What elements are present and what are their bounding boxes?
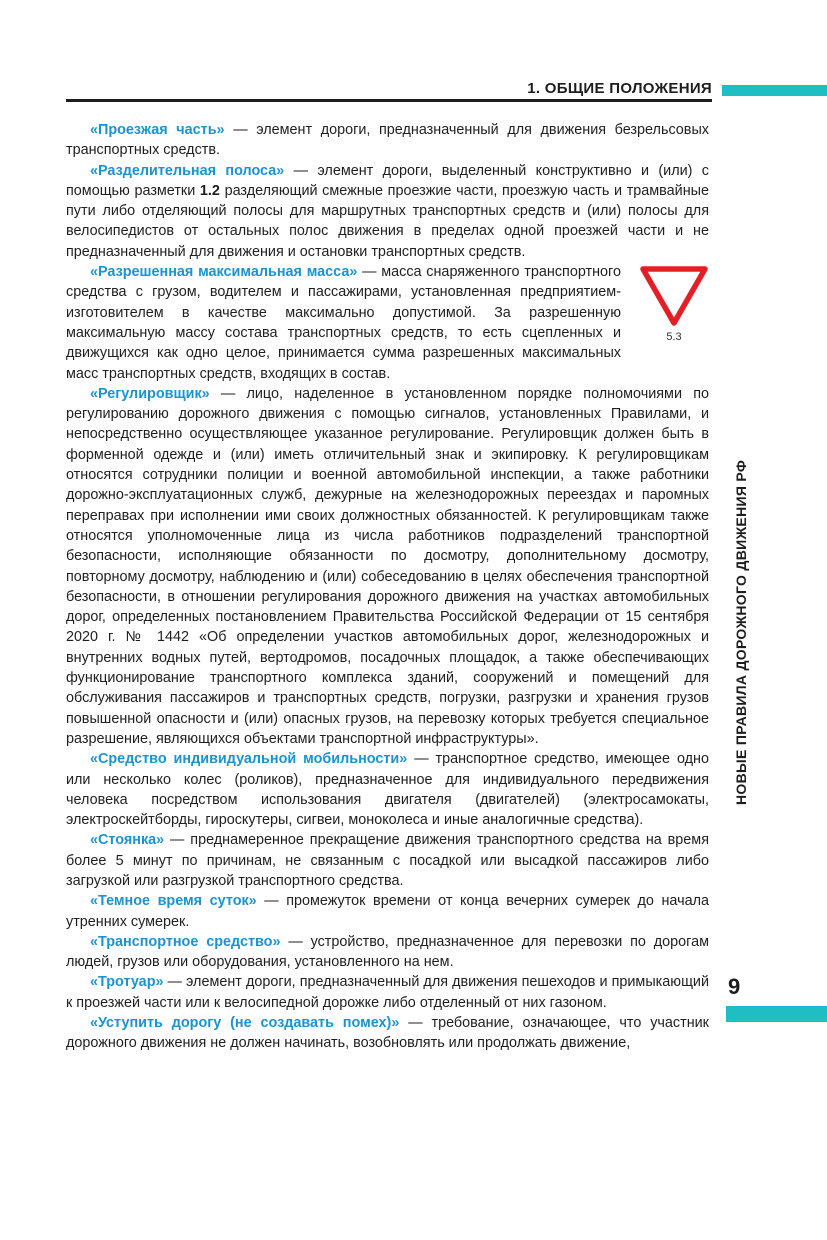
definition-text: — требование, означающее, что участник дорожного движения не должен начинать, возобновлять или продолжать движение,	[66, 1015, 709, 1052]
yield-triangle-icon	[640, 266, 708, 326]
definition-paragraph	[66, 1013, 709, 1054]
definition-term: «Разделительная полоса»	[90, 162, 285, 179]
definition-term: «Темное время суток»	[90, 893, 257, 910]
marking-number: 1.2	[199, 182, 220, 199]
chapter-title: 1. ОБЩИЕ ПОЛОЖЕНИЯ	[527, 80, 712, 97]
definition-text: — преднамеренное прекращение движения транспортного средства на время более 5 минут по причинам, не связанным с посадкой или высадкой пассажиров либо загрузкой или разгрузкой транспортного средства.	[66, 832, 709, 889]
definition-paragraph	[66, 972, 709, 1013]
definition-term: «Тротуар»	[90, 974, 164, 991]
definition-term: «Стоянка»	[90, 832, 165, 849]
definition-text: — элемент дороги, предназначенный для движения безрельсовых транспортных средств.	[66, 122, 709, 159]
definition-text: — элемент дороги, выделенный конструктивно и (или) с помощью разметки	[66, 162, 709, 199]
definition-paragraph	[66, 749, 709, 830]
definition-paragraph	[66, 120, 709, 161]
main-text	[66, 120, 709, 1054]
definition-term: «Уступить дорогу (не создавать помех)»	[90, 1015, 400, 1032]
page-accent-bar	[726, 1006, 827, 1022]
definition-paragraph	[66, 161, 709, 262]
definition-term: «Транспортное средство»	[90, 933, 281, 950]
definition-text: разделяющий смежные проезжие части, проезжую часть и трамвайные пути либо отделяющий полосы для маршрутных транспортных средств и (или) полосы для велосипедистов от остальных полос движения в пределах одной проезжей части и не предназначенный для движения и остановки транспортных средств.	[66, 182, 710, 260]
definition-text: — промежуток времени от конца вечерних сумерек до начала утренних сумерек.	[66, 893, 709, 930]
definition-text: — масса снаряженного транспортного средства с грузом, водителем и пассажирами, установленная предприятием-изготовителем в качестве максимально допустимой. За разрешенную максимальную массу состава транспортных средств, то есть сцепленных и движущихся как одно целое, принимается сумма разрешенных максимальных масс транспортных средств, входящих в состав.	[66, 264, 621, 382]
definition-term: «Регулировщик»	[90, 385, 210, 402]
definition-paragraph	[66, 262, 709, 384]
definition-term: «Разрешенная максимальная масса»	[90, 264, 358, 281]
definition-paragraph	[66, 384, 709, 749]
definition-term: «Проезжая часть»	[90, 122, 225, 138]
side-running-title: НОВЫЕ ПРАВИЛА ДОРОЖНОГО ДВИЖЕНИЯ РФ	[733, 459, 749, 805]
definition-text: — элемент дороги, предназначенный для движения пешеходов и примыкающий к проезжей части или к велосипедной дорожке либо отделенный от них газоном.	[66, 974, 709, 1011]
definition-text: — устройство, предназначенное для перевозки по дорогам людей, грузов или оборудования, установленного на нем.	[66, 933, 710, 971]
page-number: 9	[728, 974, 741, 999]
header-accent-bar	[722, 85, 827, 96]
definition-paragraph	[66, 932, 709, 973]
sign-label: 5.3	[666, 331, 682, 344]
road-sign-figure	[637, 262, 711, 344]
definition-text: — транспортное средство, имеющее одно или несколько колес (роликов), предназначенное для индивидуального передвижения человека посредством использования двигателя (двигателей) (электросамокаты, электроскейтборды, гироскутеры, сигвеи, моноколеса и иные аналогичные средства).	[66, 751, 709, 829]
definition-term: «Средство индивидуальной мобильности»	[90, 751, 408, 768]
definition-paragraph	[66, 891, 709, 932]
definition-paragraph	[66, 830, 709, 891]
header-rule	[66, 99, 712, 102]
definition-text: — лицо, наделенное в установленном порядке полномочиями по регулированию дорожного движения с помощью сигналов, установленных Правилами, и непосредственно осуществляющее указанное регулирование. Регулировщик должен быть в форменной одежде и (или) иметь отличительный знак и экипировку. К регулировщикам относятся сотрудники полиции и военной автомобильной инспекции, а также работники дорожно-эксплуатационных служб, дежурные на железнодорожных переездах и паромных переправах при исполнении ими своих должностных обязанностей. К регулировщикам также относятся уполномоченные лица из числа работников подразделений транспортной безопасности, исполняющие обязанности по досмотру, дополнительному досмотру, повторному досмотру, наблюдению и (или) собеседованию в целях обеспечения транспортной безопасности, в отношении регулирования дорожного движения на участках автомобильных дорог, определенных постановлением Правительства Российской Федерации от 15 сентября 2020 г. № 1442 «Об определении участков автомобильных дорог, железнодорожных и внутренних водных путей, вертодромов, посадочных площадок, а также обеспечивающих функционирование транспортного комплекса зданий, сооружений и помещений для обслуживания пассажиров и транспортных средств, погрузки, разгрузки и хранения грузов повышенной опасности и (или) опасных грузов, на перевозку которых требуется специальное разрешение, являющихся объектами транспортной инфраструктуры».	[66, 385, 709, 747]
